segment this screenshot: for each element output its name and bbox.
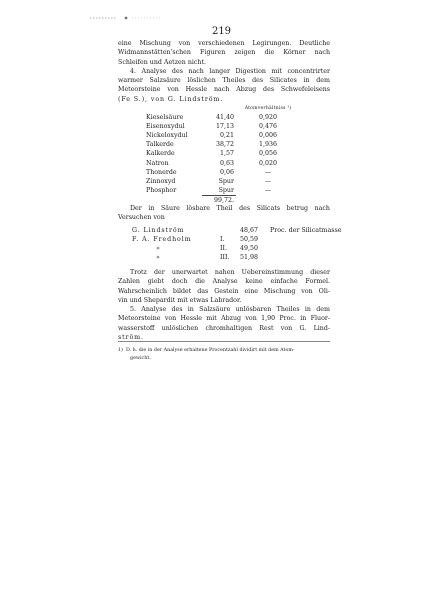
analyst-name: G. Lindström — [132, 227, 185, 234]
closing-paragraph — [118, 268, 330, 342]
text-line: 5. Analyse des in Salzsäure unlösbaren Theiles in dem — [130, 306, 330, 314]
table-row — [132, 253, 350, 262]
scan-mark — [90, 6, 160, 12]
text-line: Zahlen giebt doch die Analyse keine einfache Formel. — [118, 278, 330, 286]
component-name: Nickeloxydul — [146, 132, 188, 140]
text-line: Wahrscheinlich bildet das Gestein eine Mischung von Oli- — [118, 287, 330, 295]
table-row — [146, 113, 300, 122]
trial-number — [220, 226, 240, 235]
table-row — [146, 159, 300, 168]
component-value: 41,40 — [215, 114, 234, 122]
table-row — [146, 140, 300, 149]
component-value: 0,21 — [219, 132, 234, 140]
table-row — [132, 244, 350, 253]
intro-paragraph — [118, 39, 330, 104]
analyst-name: F. A. Fredholm — [132, 236, 192, 244]
percent-value: 50,59 — [240, 236, 259, 244]
text-line: (Fe S.), von G. Lindström. — [118, 95, 224, 103]
component-value: Spur — [218, 186, 234, 194]
component-ratio: 0,920 — [258, 114, 278, 122]
text-line: Versuchen von — [118, 214, 165, 222]
component-name: Talkerde — [146, 141, 174, 149]
component-name: Eisenoxydul — [146, 123, 185, 131]
sum-value: 99,72. — [202, 195, 236, 205]
component-name: Phosphor — [146, 187, 177, 195]
text-line: vin und Shepardit mit etwas Labrador. — [118, 296, 242, 304]
table-row — [132, 226, 350, 235]
footnote-divider — [118, 341, 330, 342]
component-ratio: 0,476 — [258, 123, 278, 131]
table-row — [146, 149, 300, 158]
footnote-line: gewicht. — [130, 356, 151, 361]
trial-number: III. — [220, 254, 230, 262]
text-line: wasserstoff unlöslichen chromhaltigen Rest von G. Lind- — [118, 324, 330, 332]
component-name: Kalkerde — [146, 150, 175, 158]
component-name: Kieselsäure — [146, 114, 184, 122]
footnote — [118, 347, 330, 363]
unit-label — [270, 244, 350, 253]
text-line: Der in Säure lösbare Theil des Silicats betrug nach — [130, 205, 330, 212]
table-row — [132, 235, 350, 244]
trial-number: II. — [220, 245, 227, 253]
component-value: 0,06 — [219, 168, 234, 176]
component-name: Thonerde — [146, 168, 177, 176]
text-line: eine Mischung von verschiedenen Legirungen. Deutliche — [118, 40, 330, 47]
unit-label — [270, 253, 350, 262]
component-value: 1,57 — [219, 150, 234, 158]
component-value: 38,72 — [215, 141, 234, 149]
mid-paragraph — [118, 204, 330, 223]
table-row — [146, 122, 300, 131]
table-header-row — [146, 104, 300, 113]
ditto-mark: » — [156, 254, 160, 262]
component-value: 0,63 — [219, 159, 234, 167]
percent-value: 51,98 — [240, 254, 259, 262]
component-ratio: 0,056 — [258, 150, 278, 158]
analysis-table — [146, 104, 300, 205]
component-value: Spur — [218, 177, 234, 185]
percent-value: 48,67 — [240, 227, 259, 234]
text-line: Widmannstätten'schen Figuren zeigen die Körner nach — [118, 49, 330, 57]
component-ratio: 0,020 — [258, 159, 278, 167]
text-line: 4. Analyse des nach langer Digestion mit concentrirter — [130, 67, 330, 75]
text-line: Meteorsteine von Hessle mit Abzug von 1,90 Proc. in Fluor- — [118, 315, 330, 323]
footnote-number: 1) — [118, 348, 123, 353]
component-ratio: 1,936 — [258, 141, 278, 149]
text-line: Trotz der unerwartet nahen Uebereinstimmung dieser — [130, 269, 330, 276]
table-row — [146, 168, 300, 177]
unit-label — [270, 235, 350, 244]
table-row — [146, 177, 300, 186]
ditto-mark: » — [156, 245, 160, 253]
text-line: Schleifen und Aetzen nicht. — [118, 58, 206, 66]
percent-value: 49,50 — [240, 245, 259, 253]
page-number: 219 — [211, 26, 232, 37]
footnote-line: D. h. die in der Analyse erhaltene Procentzahl dividirt mit dem Atom- — [125, 348, 295, 353]
ratio-header: Atomverhältniss ¹) — [244, 106, 292, 111]
silicate-table — [132, 226, 350, 262]
table-row — [146, 131, 300, 140]
component-ratio: — — [264, 177, 272, 185]
component-name: Natron — [146, 159, 169, 167]
text-line: warmer Salzsäure löslichen Theiles des Silicates in dem — [118, 77, 330, 85]
text-line: Meteorsteine von Hessle nach Abzug des Schwefeleisens — [118, 86, 330, 94]
trial-number: I. — [220, 236, 225, 244]
component-ratio: — — [264, 187, 272, 195]
unit-label: Proc. der Silicatmasse — [270, 227, 342, 234]
component-value: 17,13 — [215, 123, 234, 131]
component-name: Zinnoxyd — [146, 177, 176, 185]
component-ratio: — — [264, 168, 272, 176]
component-ratio: 0,006 — [258, 132, 278, 140]
text-line: ström. — [118, 334, 144, 342]
table-row — [146, 186, 300, 196]
